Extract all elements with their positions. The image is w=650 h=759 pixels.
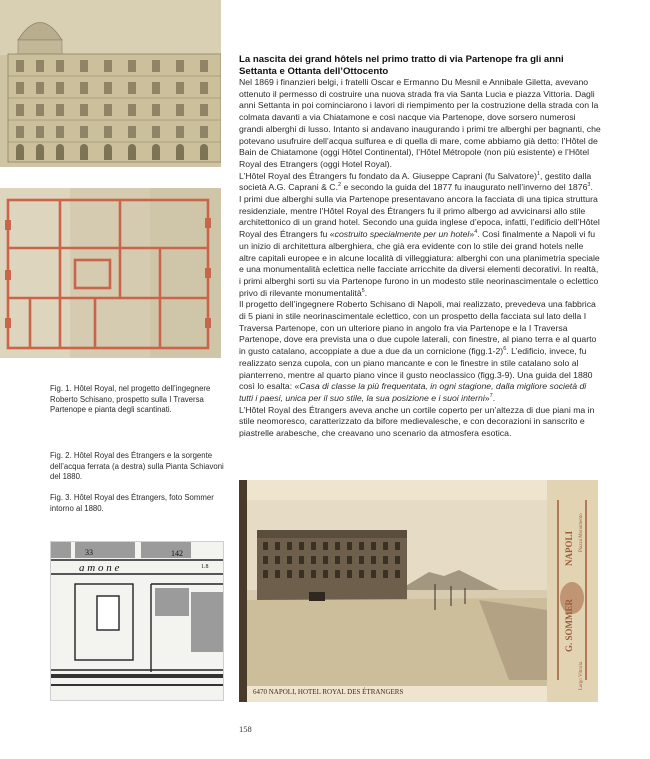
article-paragraph [239,171,601,194]
footnote-ref: 2 [338,182,342,189]
paragraph-text: » [484,392,490,403]
map-image [51,542,223,700]
footnote-ref: 5 [361,287,365,294]
paragraph-text: . [364,287,368,298]
map-number-142: 142 [171,549,183,558]
hotel-photograph [239,480,598,702]
mount-label-sommer: G. SOMMER [564,599,574,652]
article-body [239,77,601,440]
footnote-ref: 7 [489,393,493,400]
paragraph-text: Nel 1869 i finanzieri belgi, i fratelli Oscar e Ermanno Du Mesnil e Annibale Giletta, avevano ottenuto il permesso di costruire una nuova strada fra via Santa Lucia e piazza Vittoria. Dagli anni Settanta in poi cominciarono i lavori di riempimento per la costruzione della strada con la colmata davanti a via Chiatamone e così nacque via Partenope, dove sorsero numerosi grandi alberghi di lusso. Intanto si andavano inaugurando i primi tre alberghi per bagnanti, che potevano usufruire dell’acqua sulfurea e di quella di mare, come abbiamo già detto: l’Hôtel de Bain de Chiatamone (oggi Hôtel Continental), l’Hôtel Métropole (non più esistente) e l’Hôtel Royal des Etrangers (oggi Hotel Royal). [239,77,601,169]
figure-facade-elevation [0,0,221,167]
paragraph-text: L’Hôtel Royal des Étrangers fu fondato da A. Giuseppe Caprani (fu Salvatore) [239,170,537,181]
facade-drawing-image [0,0,221,167]
mount-label-napoli: NAPOLI [564,530,574,566]
figure-caption-2: Fig. 2. Hôtel Royal des Étrangers e la sorgente dell’acqua ferrata (a destra) sulla Pianta Schiavoni del 1880. [50,451,224,482]
figure-caption-1: Fig. 1. Hôtel Royal, nel progetto dell’ingegnere Roberto Schisano, prospetto sulla I Traversa Partenope e pianta degli scantinati. [50,384,211,415]
footnote-ref: 3 [587,182,591,189]
floor-plan-image [0,188,221,358]
paragraph-text: L’Hôtel Royal des Étrangers aveva anche un cortile coperto per un’altezza di due piani ma in stile neomoresco, caratterizzato da bifore medievalesche, e con decorazioni in sanscrito e piastrelle arabesche, che creavano uno scenario da atmosfera esotica. [239,404,595,439]
paragraph-text: , gestito dalla società A.G. Caprani & C. [239,170,592,193]
figure-floor-plan [0,188,221,358]
paragraph-text: . [492,392,496,403]
paragraph-text: e secondo la guida del 1877 fu inaugurato nell’inverno del 1876 [341,182,588,193]
paragraph-text: . Così finalmente a Napoli vi fu un inizio di architettura alberghiera, che già era evidente con lo stile dei grand hotels nelle altre capitali europee e in alcune località di villeggiatura: alberghi con una planimetria speciale e una monumentalità eclettica nelle facciate arricchite da diversi elementi decorativi. In realtà, i primi alberghi sorti su via Partenope furono in un modesto stile neorinascimentale o eclettico privo di rilevante monumentalità [239,229,600,298]
map-number-33: 33 [85,548,93,557]
map-number-1-8: 1.8 [201,564,209,570]
photo-caption: 6470 NAPOLI, HOTEL ROYAL DES ÉTRANGERS [253,688,404,696]
article-paragraph [239,77,601,171]
mount-label-address: Largo Vittoria [579,661,584,690]
mount-label-address-2: Piazza Monumento [579,513,584,552]
footnote-ref: 4 [474,229,478,236]
article-paragraph [239,405,601,440]
article-paragraph [239,299,601,404]
map-street-label: a m o n e [79,562,120,574]
article-paragraph [239,194,601,299]
figure-map-detail [50,541,224,701]
paragraph-text: . L’edificio, invece, fu realizzato senza cupola, con un piano mancante e con le finestre in stile catalano solo al pianterreno, mentre al quarto piano vince il gusto neoclassico (figg.3-9). Una guida del 1880 così lo esalta: « [239,346,593,392]
paragraph-text: . [590,182,593,193]
figure-caption-3: Fig. 3. Hôtel Royal des Étrangers, foto Sommer intorno al 1880. [50,493,214,513]
paragraph-text: Il progetto dell’ingegnere Roberto Schisano di Napoli, mai realizzato, prevedeva una fabbrica di 5 piani in stile neorinascimentale eclettico, con un prospetto della facciata sul lato della I Traversa Partenope, con un ulteriore piano in angolo fra via Partenope e la I Traversa Partenope, dove era prevista una o due cupole laterali, con finestre, al piano terra e al quarto in gusto catalano, accoppiate a due a due da un cornicione (figg.1-2) [239,299,597,357]
footnote-ref: 6 [503,346,507,353]
figure-sommer-photo [239,480,598,702]
paragraph-text: » [469,229,475,240]
quoted-text: costruito specialmente per un hotel [334,229,470,240]
footnote-ref: 1 [536,170,541,177]
article-title: La nascita dei grand hôtels nel primo tratto di via Partenope fra gli anni Settanta e Ottanta dell’Ottocento [239,54,564,77]
page-number: 158 [239,724,252,734]
quoted-text: Casa di classe la più frequentata, in ogni stagione, dalla migliore società di tutti i paesi, unica per il suo stile, la sua posizione e i suoi interni [239,381,587,403]
paragraph-text: I primi due alberghi sulla via Partenope presentavano ancora la facciata di una tipica struttura residenziale, mentre l’Hôtel Royal des Étrangers fu il primo albergo ad avvicinarsi allo stile architettonico di un grand hotel. Secondo una guida inglese d’epoca, infatti, l’edificio dell’Hôtel Royal des Étrangers fu « [239,194,600,240]
